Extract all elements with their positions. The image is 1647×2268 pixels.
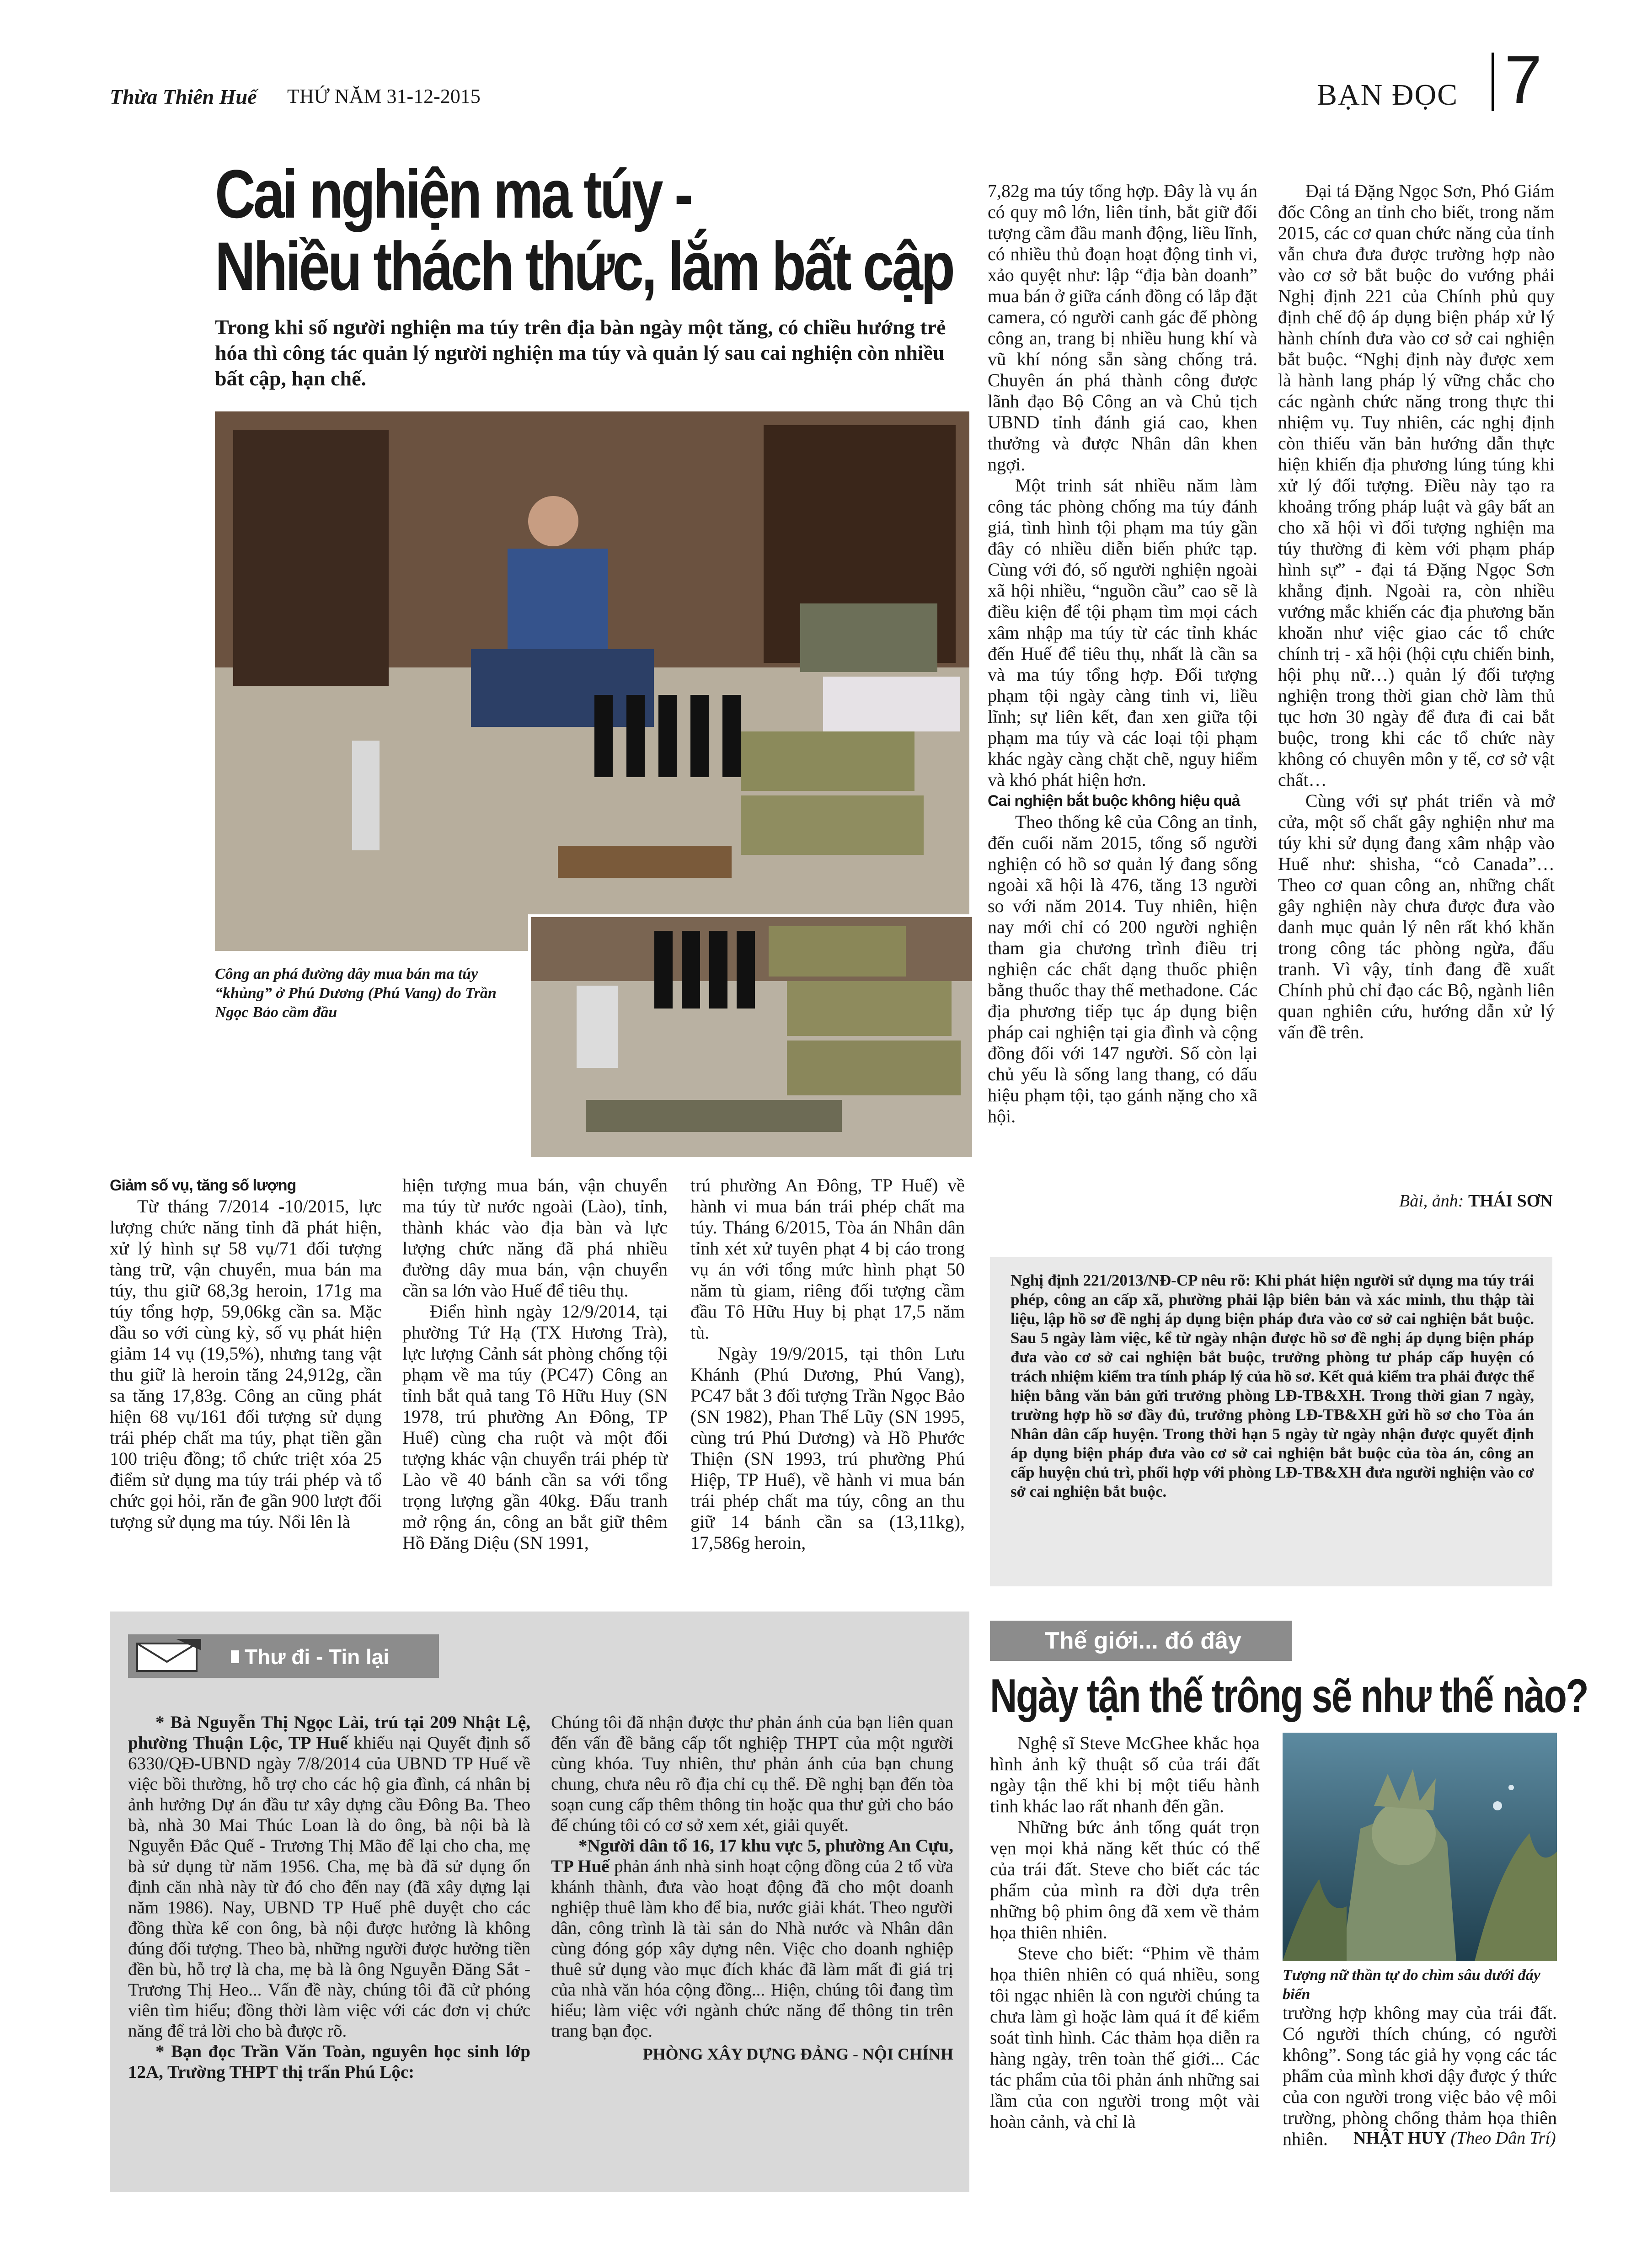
article-column-1 [110, 1175, 382, 1532]
world-photo-caption: Tượng nữ thần tự do chìm sâu dưới đáy biển [1283, 1967, 1540, 2003]
letter-body: phản ánh nhà sinh hoạt cộng đồng của 2 tổ vừa khánh thành, đưa vào hoạt động đã cho một doanh nghiệp thuê làm kho để bia, nước giải khát. Theo người dân, công trình là tài sản do Nhà nước và Nhân dân cùng đóng góp xây dựng nên. Việc cho doanh nghiệp thuê sử dụng vào mục đích khác đã làm mất đi giá trị của nhà văn hóa cộng đồng... Hiện, chúng tôi đang tìm hiểu; làm việc với ngành chức năng để thông tin trên trang bạn đọc. [551, 1857, 953, 2041]
article-column-5 [1278, 181, 1555, 1043]
letter-body: khiếu nại Quyết định số 6330/QĐ-UBND ngày 7/8/2014 của UBND TP Huế về việc bồi thường, hỗ trợ cho các hộ gia đình, cá nhân bị ảnh hưởng Dự án đầu tư xây dựng cầu Đông Ba. Theo bà, nhà 30 Mai Thúc Loan là do ông, bà nội bà là Nguyễn Đắc Quế - Trương Thị Mão để lại cho cha, mẹ bà sử dụng từ năm 1956. Cha, mẹ bà đã sử dụng ổn định căn nhà này từ đó cho đến nay (đã xây dựng lại năm 1986). Nay, UBND TP Huế phê duyệt cho các đồng thừa kế con ông, bà nội được hưởng là không đúng đối tượng. Theo bà, những người được hưởng tiền đền bù, hỗ trợ là cha, mẹ bà là ông Nguyễn Đăng Sắt - Trương Thị Heo... Vấn đề này, chúng tôi đã cử phóng viên tìm hiểu; đồng thời làm việc với các đơn vị chức năng để trả lời cho bà được rõ. [128, 1733, 530, 2041]
paragraph: Nghệ sĩ Steve McGhee khắc họa hình ảnh kỹ thuật số của trái đất ngày tận thế khi bị một tiểu hành tinh khác lao rất nhanh đến gần. [990, 1733, 1260, 1816]
letter-sender: *Người dân tổ 16, 17 khu vực 5, phường An Cựu, TP Huế [551, 1836, 953, 1876]
article-column-4 [988, 181, 1257, 1127]
section-name: BẠN ĐỌC [1317, 78, 1459, 112]
section-bullet-icon [231, 1650, 239, 1663]
seized-items-photo [528, 914, 975, 1160]
decree-info-text: Nghị định 221/2013/NĐ-CP nêu rõ: Khi phát hiện người sử dụng ma túy trái phép, công an cấp xã, phường phải lập biên bản và xác minh, thu thập tài liệu, lập hồ sơ đề nghị áp dụng biện pháp đưa vào cơ sở cai nghiện bắt buộc. Sau 5 ngày làm việc, kể từ ngày nhận được hồ sơ đề nghị áp dụng biện pháp đưa vào cơ sở cai nghiện bắt buộc, trưởng phòng tư pháp cấp huyện có trách nhiệm kiểm tra tính pháp lý của hồ sơ. Kết quả kiểm tra phải được thể hiện bằng văn bản gửi trưởng phòng LĐ-TB&XH. Trong thời gian 7 ngày, trường hợp hồ sơ đầy đủ, trưởng phòng LĐ-TB&XH gửi hồ sơ cho Tòa án Nhân dân cấp huyện. Trong thời hạn 5 ngày từ ngày nhận được quyết định áp dụng biện pháp đưa vào cơ sở cai nghiện bắt buộc của tòa án, công an cấp huyện chủ trì, phối hợp với phòng LĐ-TB&XH đưa người nghiện vào cơ sở cai nghiện bắt buộc. [1011, 1271, 1534, 1500]
paragraph: Cùng với sự phát triển và mở cửa, một số chất gây nghiện như ma túy khi sử dụng đang xâm nhập vào Huế như: shisha, “cỏ Canada”… Theo cơ quan công an, những chất gây nghiện này chưa được đưa vào danh mục quản lý nên rất khó khăn trong công tác phòng ngừa, đấu tranh. Vì vậy, tỉnh đang đề xuất Chính phủ chỉ đạo các Bộ, ngành liên quan nghiên cứu, hướng dẫn xử lý vấn đề trên. [1278, 790, 1555, 1042]
paragraph: Điển hình ngày 12/9/2014, tại phường Tứ Hạ (TX Hương Trà), lực lượng Cảnh sát phòng chống tội phạm về ma túy (PC47) Công an tỉnh bắt quả tang Tô Hữu Huy (SN 1978, trú phường An Đông, TP Huế) cùng cha ruột và một đối tượng khác vận chuyển trái phép từ Lào về 40 bánh cần sa với tổng trọng lượng gần 40kg. Đấu tranh mở rộng án, công an bắt giữ thêm Hồ Đăng Diệu (SN 1991, [402, 1301, 668, 1553]
subhead-compulsory-rehab: Cai nghiện bắt buộc không hiệu quả [988, 792, 1240, 810]
paragraph: 7,82g ma túy tổng hợp. Đây là vụ án có quy mô lớn, liên tỉnh, bắt giữ đối tượng cầm đầu manh động, liều lĩnh, có nhiều thủ đoạn hoạt động tinh vi, xảo quyệt như: lập “địa bàn doanh” mua bán ở giữa cánh đồng có lắp đặt camera, có người canh gác để phòng công an, trang bị nhiều hung khí và vũ khí nóng sẵn sàng chống trả. Chuyên án phá thành công được lãnh đạo Bộ Công an và Chủ tịch UBND tỉnh đánh giá cao, khen thưởng và được Nhân dân khen ngợi. [988, 181, 1257, 475]
letters-signature: PHÒNG XÂY DỰNG ĐẢNG - NỘI CHÍNH [642, 2045, 953, 2063]
drug-bust-photo [215, 411, 969, 951]
paragraph: Những bức ảnh tổng quát trọn vẹn mọi khả năng kết thúc có thể của trái đất. Steve cho biết các tác phẩm của mình ra đời dựa trên những bộ phim ông đã xem về thảm họa thiên nhiên. [990, 1817, 1260, 1942]
letter-paragraph [128, 2041, 530, 2082]
world-section-tab [990, 1621, 1292, 1661]
world-title: Ngày tận thế trông sẽ như thế nào? [990, 1670, 1588, 1723]
byline-name: NHẬT HUY [1353, 2129, 1447, 2148]
article-column-2 [402, 1175, 668, 1553]
photo-caption: Công an phá đường dây mua bán ma túy “khủng” ở Phú Dương (Phú Vang) do Trần Ngọc Bảo cầm đầu [215, 966, 497, 1021]
statue-of-liberty-photo [1283, 1733, 1557, 1961]
article-byline [1399, 1191, 1553, 1211]
paragraph: trú phường An Đông, TP Huế) về hành vi mua bán trái phép chất ma túy. Tháng 6/2015, Tòa án Nhân dân tỉnh xét xử tuyên phạt 4 bị cáo trong vụ án với tổng mức hình phạt 50 năm tù giam, riêng đối tượng cầm đầu Tô Hữu Huy bị phạt 17,5 năm tù. [690, 1175, 965, 1343]
article-title-line1: Cai nghiện ma túy - [215, 155, 691, 232]
letter-paragraph [551, 1712, 953, 1836]
paragraph: Một trinh sát nhiều năm làm công tác phòng chống ma túy đánh giá, tình hình tội phạm ma túy gần đây có nhiều diễn biến phức tạp. Cùng với đó, số người nghiện ngoài xã hội nhiều, “nguồn cầu” cao sẽ là điều kiện để tội phạm tìm mọi cách xâm nhập ma túy từ các tỉnh khác đến Huế để tiêu thụ, nhất là cần sa và ma túy tổng hợp. Đối tượng phạm tội ngày càng tinh vi, liều lĩnh; sự liên kết, đan xen giữa tội phạm ma túy và các loại tội phạm khác ngày càng chặt chẽ, nguy hiểm và khó phát hiện hơn. [988, 475, 1257, 790]
decree-info-box [990, 1257, 1552, 1586]
subhead-reduce: Giảm số vụ, tăng số lượng [110, 1177, 296, 1194]
drug-bust-illustration [215, 411, 969, 951]
paragraph: Từ tháng 7/2014 -10/2015, lực lượng chức năng tỉnh đã phát hiện, xử lý hình sự 58 vụ/71 đối tượng tàng trữ, vận chuyển, mua bán ma túy, thu giữ 68,3g heroin, 171g ma túy tổng hợp, 59,06kg cần sa. Mặc dầu so với cùng kỳ, số vụ phát hiện giảm 14 vụ (19,5%), nhưng tang vật thu giữ là heroin tăng 24,912g, cần sa tăng 17,83g. Công an cũng phát hiện 68 vụ/161 đối tượng sử dụng trái phép chất ma túy, phạt tiền gần 100 triệu đồng; tổ chức triệt xóa 25 điểm sử dụng ma túy trái phép và tổ chức gọi hỏi, răn đe gần 900 lượt đối tượng sử dụng ma túy. Nổi lên là [110, 1196, 382, 1532]
letters-column-1 [128, 1712, 530, 2082]
paragraph: Steve cho biết: “Phim về thảm họa thiên nhiên có quá nhiều, song tôi ngạc nhiên là con người chúng ta chưa làm gì hoặc làm quá ít để kiểm soát tình hình. Các thảm họa diễn ra hàng ngày, trên toàn thế giới... Các tác phẩm của tôi phản ánh những sai lầm của con người trong một vài hoàn cảnh, và chỉ là [990, 1943, 1260, 2132]
underwater-statue-illustration [1283, 1733, 1557, 1961]
page-number: 7 [1504, 42, 1542, 117]
letter-paragraph [128, 1712, 530, 2041]
page-number-rule [1492, 53, 1494, 111]
letters-section-title: Thư đi - Tin lại [245, 1645, 390, 1669]
letter-body: Chúng tôi đã nhận được thư phản ánh của bạn liên quan đến vấn đề bằng cấp tốt nghiệp THPT của một người cùng khóa. Tuy nhiên, thư phản ánh của bạn chung chung, chưa nêu rõ địa chỉ cụ thể. Đề nghị bạn đến tòa soạn cung cấp thêm thông tin hoặc qua thư gửi cho báo để chúng tôi có cơ sở xem xét, giải quyết. [551, 1713, 953, 1835]
seized-items-illustration [531, 917, 972, 1157]
article-lead: Trong khi số người nghiện ma túy trên địa bàn ngày một tăng, có chiều hướng trẻ hóa thì công tác quản lý người nghiện ma túy và quản lý sau cai nghiện còn nhiều bất cập, hạn chế. [215, 315, 946, 390]
byline-source: (Theo Dân Trí) [1450, 2129, 1556, 2148]
letter-sender: * Bạn đọc Trần Văn Toàn, nguyên học sinh lớp 12A, Trường THPT thị trấn Phú Lộc: [128, 2042, 530, 2082]
letters-column-2 [551, 1712, 953, 2065]
masthead-date: THỨ NĂM 31-12-2015 [287, 85, 481, 107]
article-title-line2: Nhiều thách thức, lắm bất cập [215, 228, 953, 304]
article-title [215, 155, 953, 304]
paragraph: Theo thống kê của Công an tỉnh, đến cuối năm 2015, tổng số người nghiện có hồ sơ quản lý đang sống ngoài xã hội là 476, tăng 13 người so với năm 2014. Tuy nhiên, hiện nay mới chỉ có 200 người nghiện tham gia chương trình điều trị nghiện các chất dạng thuốc phiện bằng thuốc thay thế methadone. Các địa phương tiếp tục áp dụng biện pháp cai nghiện tại gia đình và cộng đồng đối với 147 người. Số còn lại chủ yếu là sống lang thang, có dấu hiệu phạm tội, tạo gánh nặng cho xã hội. [988, 811, 1257, 1126]
paragraph: Ngày 19/9/2015, tại thôn Lưu Khánh (Phú Dương, Phú Vang), PC47 bắt 3 đối tượng Trần Ngọc Bảo (SN 1982), Phan Thế Lũy (SN 1995, cùng trú Phú Dương) và Hồ Phước Thiện (SN 1993, trú phường Phú Hiệp, TP Huế), về hành vi mua bán trái phép chất ma túy, công an thu giữ 14 bánh cần sa (13,11kg), 17,586g heroin, [690, 1343, 965, 1553]
paragraph: trường hợp không may của trái đất. Có người thích chúng, có người không”. Song tác giả hy vọng các tác phẩm của mình khơi dậy được ý thức của con người trong việc bảo vệ môi trường, phòng chống thảm họa thiên nhiên. [1283, 2002, 1557, 2149]
world-byline [1353, 2128, 1556, 2148]
byline-label: Bài, ảnh: [1399, 1191, 1464, 1211]
masthead-paper-name: Thừa Thiên Huế [110, 85, 257, 108]
envelope-icon [133, 1637, 201, 1676]
byline-name: THÁI SƠN [1468, 1191, 1553, 1211]
paragraph: Đại tá Đặng Ngọc Sơn, Phó Giám đốc Công an tỉnh cho biết, trong năm 2015, các cơ quan chức năng của tỉnh vẫn chưa đưa được trường hợp nào vào cơ sở bắt buộc do vướng phải Nghị định 221 của Chính phủ quy định chế độ áp dụng biện pháp xử lý hành chính đưa vào cơ sở cai nghiện bắt buộc. “Nghị định này được xem là hành lang pháp lý vững chắc cho các ngành chức năng trong thực thi nhiệm vụ. Tuy nhiên, các nghị định còn thiếu văn bản hướng dẫn thực hiện khiến địa phương lúng túng khi xử lý đối tượng. Điều này tạo ra khoảng trống pháp luật và gây bất an cho xã hội vì đối tượng nghiện ma túy thường đi kèm với phạm pháp hình sự” - đại tá Đặng Ngọc Sơn khẳng định. Ngoài ra, còn nhiều vướng mắc khiến các địa phương băn khoăn như việc giao các tổ chức chính trị - xã hội (hội cựu chiến binh, hội phụ nữ…) quản lý đối tượng nghiện trong thời gian chờ làm thủ tục hơn 30 ngày để đưa đi cai bắt buộc, trong khi các tổ chức này không có chuyên môn y tế, cơ sở vật chất… [1278, 181, 1555, 790]
letter-paragraph [551, 1836, 953, 2041]
article-column-3 [690, 1175, 965, 1553]
paragraph: hiện tượng mua bán, vận chuyển ma túy từ nước ngoài (Lào), tỉnh, thành khác vào địa bàn và lực lượng chức năng đã phá nhiều đường dây mua bán, vận chuyển cần sa lớn vào Huế để tiêu thụ. [402, 1175, 668, 1301]
world-column-2 [1283, 2002, 1557, 2150]
world-section-title: Thế giới... đó đây [1045, 1628, 1241, 1654]
world-column-1 [990, 1733, 1260, 2132]
letters-section-header [128, 1634, 439, 1678]
letter-sender: * Bà Nguyễn Thị Ngọc Lài, trú tại 209 Nhật Lệ, phường Thuận Lộc, TP Huế [128, 1713, 530, 1753]
